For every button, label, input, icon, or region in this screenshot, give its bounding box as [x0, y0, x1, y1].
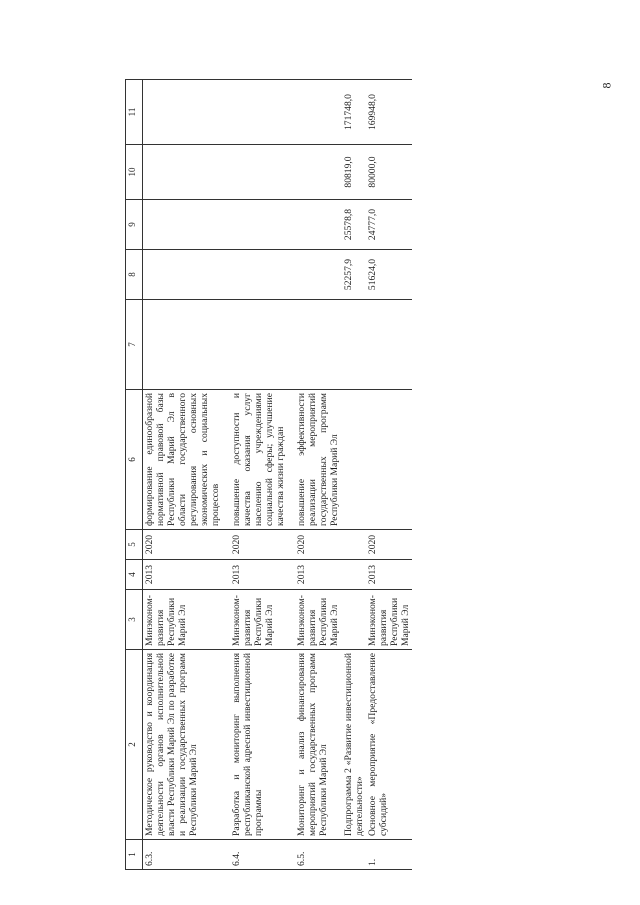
end-year	[342, 530, 366, 560]
cell-11: 171748,0	[342, 80, 366, 145]
end-year: 2020	[143, 530, 223, 560]
expected-result: формирование единообразной нормативной правовой базы Республики Марий Эл в области государственного регулирования основных экономических и социальных процессов	[143, 390, 223, 530]
cell-10	[295, 145, 341, 200]
cell-11	[143, 80, 223, 145]
cell-8: 51624,0	[366, 250, 412, 300]
table-row	[143, 80, 223, 870]
expected-result	[342, 390, 366, 530]
cell-7	[366, 300, 412, 390]
executor: Минэконом-развития Республики Марий Эл	[295, 590, 341, 650]
header-cell: 8	[126, 250, 143, 300]
header-cell: 6	[126, 390, 143, 530]
expected-result	[366, 390, 412, 530]
start-year	[342, 560, 366, 590]
activity-name: Разработка и мониторинг выполнения республиканской адресной инвестиционной программы	[230, 650, 287, 840]
executor: Минэконом-развития Республики Марий Эл	[366, 590, 412, 650]
header-cell: 7	[126, 300, 143, 390]
header-cell: 9	[126, 200, 143, 250]
activity-name: Мониторинг и анализ финансирования мероприятий государственных программ Республики Марий Эл	[295, 650, 341, 840]
header-cell: 10	[126, 145, 143, 200]
cell-9: 25578,8	[342, 200, 366, 250]
program-table	[125, 79, 412, 870]
cell-8	[143, 250, 223, 300]
end-year: 2020	[366, 530, 412, 560]
cell-10: 80819,0	[342, 145, 366, 200]
header-cell: 2	[126, 650, 143, 840]
executor: Минэконом-развития Республики Марий Эл	[230, 590, 287, 650]
activity-name: Основное мероприятие «Предоставление субсидий»	[366, 650, 412, 840]
expected-result: повышение эффективности реализации мероприятий государственных программ Республики Марий Эл	[295, 390, 341, 530]
row-number	[342, 840, 366, 870]
activity-name: Методическое руководство и координация деятельности органов исполнительной власти Республики Марий Эл по разработке и реализации государственных программ Республики Марий Эл	[143, 650, 223, 840]
header-cell: 5	[126, 530, 143, 560]
cell-7	[230, 300, 287, 390]
cell-8: 52257,9	[342, 250, 366, 300]
cell-9	[143, 200, 223, 250]
table-row	[366, 80, 412, 870]
cell-7	[143, 300, 223, 390]
cell-7	[295, 300, 341, 390]
cell-7	[342, 300, 366, 390]
cell-11: 169948,0	[366, 80, 412, 145]
expected-result: повышение доступности и качества оказания услуг населению учреждениями социальной сферы; улучшение качества жизни граждан	[230, 390, 287, 530]
cell-11	[230, 80, 287, 145]
cell-10	[143, 145, 223, 200]
page-number: 8	[599, 82, 614, 89]
header-cell: 3	[126, 590, 143, 650]
rotated-table-sheet	[125, 80, 515, 870]
spacer-row	[287, 80, 295, 870]
table-row	[230, 80, 287, 870]
end-year: 2020	[295, 530, 341, 560]
start-year: 2013	[295, 560, 341, 590]
header-cell: 1	[126, 840, 143, 870]
start-year: 2013	[230, 560, 287, 590]
cell-9	[295, 200, 341, 250]
cell-9	[230, 200, 287, 250]
end-year: 2020	[230, 530, 287, 560]
row-number: 6.5.	[295, 840, 341, 870]
header-cell: 11	[126, 80, 143, 145]
cell-10: 80000,0	[366, 145, 412, 200]
start-year: 2013	[143, 560, 223, 590]
header-row	[126, 80, 143, 870]
cell-11	[295, 80, 341, 145]
cell-10	[230, 145, 287, 200]
header-cell: 4	[126, 560, 143, 590]
subprogram-name: Подпрограмма 2 «Развитие инвестиционной деятельности»	[342, 650, 366, 840]
row-number: 6.4.	[230, 840, 287, 870]
executor: Минэконом-развития Республики Марий Эл	[143, 590, 223, 650]
row-number: 1.	[366, 840, 412, 870]
cell-9: 24777,0	[366, 200, 412, 250]
table-row	[295, 80, 341, 870]
spacer-row	[222, 80, 230, 870]
start-year: 2013	[366, 560, 412, 590]
row-number: 6.3.	[143, 840, 223, 870]
cell-8	[295, 250, 341, 300]
cell-8	[230, 250, 287, 300]
subprogram-row	[342, 80, 366, 870]
executor	[342, 590, 366, 650]
